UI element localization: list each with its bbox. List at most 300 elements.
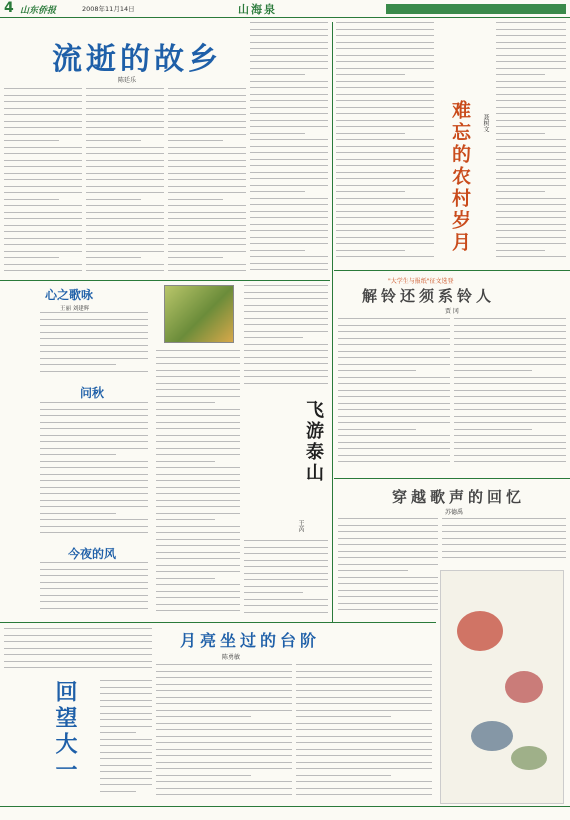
text-line — [156, 781, 292, 782]
article-body — [336, 22, 434, 267]
text-line — [244, 331, 328, 332]
text-line — [250, 165, 328, 166]
text-line — [244, 305, 328, 306]
text-line — [336, 29, 434, 30]
text-line — [4, 251, 82, 252]
text-line — [156, 383, 240, 384]
text-line — [496, 87, 566, 88]
text-line — [250, 22, 328, 23]
text-line — [40, 345, 148, 346]
text-line — [496, 22, 566, 23]
footer — [0, 806, 570, 820]
article-body — [168, 88, 246, 278]
text-line — [156, 519, 215, 520]
text-line — [86, 199, 141, 200]
text-line — [244, 586, 328, 587]
text-line — [250, 243, 328, 244]
text-line — [244, 612, 328, 613]
text-line — [336, 165, 434, 166]
text-line — [100, 719, 152, 720]
text-line — [4, 127, 82, 128]
text-line — [156, 768, 292, 769]
text-line — [156, 604, 240, 605]
text-line — [496, 68, 566, 69]
text-line — [250, 74, 305, 75]
text-line — [168, 114, 246, 115]
text-line — [336, 139, 434, 140]
text-line — [168, 205, 246, 206]
text-line — [244, 350, 328, 351]
text-line — [496, 211, 566, 212]
article-body — [454, 318, 566, 473]
text-line — [496, 178, 566, 179]
masthead-bar — [386, 4, 566, 14]
text-line — [454, 331, 566, 332]
text-line — [296, 729, 432, 730]
text-line — [454, 338, 566, 339]
text-line — [338, 518, 438, 519]
text-line — [338, 396, 450, 397]
text-line — [496, 61, 566, 62]
text-line — [454, 403, 566, 404]
text-line — [4, 641, 152, 642]
text-line — [156, 597, 240, 598]
text-line — [336, 22, 434, 23]
divider — [332, 22, 333, 622]
text-line — [86, 173, 164, 174]
text-line — [442, 551, 566, 552]
text-line — [250, 159, 328, 160]
text-line — [86, 238, 164, 239]
huijian-title: 回望大一 — [52, 680, 78, 784]
text-line — [156, 610, 240, 611]
text-line — [4, 654, 152, 655]
text-line — [496, 191, 545, 192]
text-line — [40, 358, 148, 359]
article-body — [4, 88, 82, 278]
text-line — [156, 474, 240, 475]
text-line — [250, 269, 328, 270]
text-line — [296, 671, 432, 672]
text-line — [40, 409, 148, 410]
moon-title: 月亮坐过的台阶 — [180, 631, 321, 650]
page-number: 4 — [4, 0, 14, 16]
text-line — [496, 165, 566, 166]
text-line — [156, 506, 240, 507]
text-line — [336, 107, 434, 108]
ink-mark — [511, 746, 547, 770]
article-body — [496, 22, 566, 267]
text-line — [40, 461, 148, 462]
text-line — [454, 455, 566, 456]
text-line — [336, 113, 434, 114]
text-line — [4, 121, 82, 122]
text-line — [4, 108, 82, 109]
text-line — [100, 713, 152, 714]
text-line — [338, 364, 450, 365]
text-line — [40, 312, 148, 313]
text-line — [40, 601, 148, 602]
poem-body — [40, 562, 148, 620]
text-line — [156, 552, 240, 553]
text-line — [496, 42, 566, 43]
text-line — [250, 61, 328, 62]
text-line — [454, 318, 566, 319]
text-line — [168, 225, 246, 226]
text-line — [244, 311, 328, 312]
poem-author: 王丽 刘建辉 — [60, 306, 90, 312]
text-line — [338, 603, 438, 604]
text-line — [454, 422, 566, 423]
text-line — [40, 506, 148, 507]
text-line — [156, 454, 240, 455]
text-line — [336, 243, 434, 244]
text-line — [296, 788, 432, 789]
text-line — [86, 251, 164, 252]
text-line — [156, 578, 215, 579]
text-line — [100, 726, 152, 727]
text-line — [168, 257, 223, 258]
text-line — [86, 225, 164, 226]
text-line — [244, 357, 328, 358]
text-line — [156, 723, 292, 724]
text-line — [442, 531, 566, 532]
text-line — [338, 338, 450, 339]
text-line — [250, 139, 328, 140]
text-line — [454, 390, 566, 391]
text-line — [496, 107, 566, 108]
text-line — [156, 762, 292, 763]
text-line — [40, 364, 116, 365]
text-line — [4, 667, 152, 668]
text-line — [156, 441, 240, 442]
text-line — [442, 557, 566, 558]
text-line — [296, 690, 432, 691]
text-line — [454, 435, 566, 436]
text-line — [454, 325, 566, 326]
text-line — [496, 94, 566, 95]
text-line — [496, 204, 566, 205]
text-line — [250, 100, 328, 101]
text-line — [336, 42, 434, 43]
text-line — [244, 376, 328, 377]
text-line — [496, 224, 566, 225]
text-line — [454, 370, 532, 371]
ink-mark — [471, 721, 513, 751]
text-line — [250, 217, 328, 218]
text-line — [454, 429, 532, 430]
text-line — [156, 729, 292, 730]
text-line — [86, 231, 164, 232]
section-title: 山海泉 — [238, 3, 277, 16]
text-line — [454, 351, 566, 352]
article-body — [244, 285, 328, 395]
announcer-title: 解铃还须系铃人 — [362, 287, 496, 305]
text-line — [168, 212, 246, 213]
taishan-title: 飞游泰山 — [303, 400, 324, 484]
text-line — [338, 435, 450, 436]
text-line — [86, 127, 164, 128]
text-line — [168, 88, 246, 89]
text-line — [336, 68, 434, 69]
text-line — [442, 544, 566, 545]
text-line — [40, 454, 116, 455]
text-line — [336, 126, 434, 127]
text-line — [244, 285, 328, 286]
text-line — [4, 270, 82, 271]
article-body — [156, 664, 292, 802]
text-line — [100, 693, 152, 694]
text-line — [156, 690, 292, 691]
text-line — [40, 493, 148, 494]
text-line — [338, 455, 450, 456]
text-line — [336, 61, 434, 62]
text-line — [86, 114, 164, 115]
text-line — [338, 403, 450, 404]
text-line — [496, 29, 566, 30]
poem-title: 今夜的风 — [68, 547, 117, 561]
text-line — [250, 204, 328, 205]
text-line — [40, 441, 148, 442]
text-line — [244, 298, 328, 299]
text-line — [156, 448, 240, 449]
text-line — [296, 697, 432, 698]
text-line — [86, 244, 164, 245]
text-line — [86, 270, 164, 271]
text-line — [454, 461, 566, 462]
text-line — [336, 87, 434, 88]
article-body — [442, 518, 566, 566]
text-line — [156, 389, 240, 390]
text-line — [338, 564, 438, 565]
text-line — [336, 94, 434, 95]
paper-name: 山东侨报 — [20, 6, 57, 16]
text-line — [244, 324, 328, 325]
text-line — [156, 710, 292, 711]
text-line — [40, 575, 148, 576]
text-line — [40, 319, 148, 320]
text-line — [40, 562, 148, 563]
text-line — [250, 126, 328, 127]
text-line — [168, 166, 246, 167]
text-line — [338, 383, 450, 384]
text-line — [4, 179, 82, 180]
text-line — [250, 29, 328, 30]
text-line — [86, 264, 164, 265]
text-line — [250, 146, 328, 147]
text-line — [296, 716, 391, 717]
text-line — [296, 664, 432, 665]
text-line — [86, 212, 164, 213]
text-line — [40, 513, 116, 514]
text-line — [296, 762, 432, 763]
text-line — [40, 526, 148, 527]
text-line — [336, 133, 405, 134]
text-line — [168, 244, 246, 245]
text-line — [100, 778, 152, 779]
text-line — [338, 525, 438, 526]
text-line — [40, 351, 148, 352]
text-line — [296, 775, 391, 776]
text-line — [338, 318, 450, 319]
text-line — [4, 88, 82, 89]
text-line — [40, 422, 148, 423]
text-line — [336, 146, 434, 147]
text-line — [296, 736, 432, 737]
text-line — [40, 467, 148, 468]
text-line — [86, 205, 164, 206]
text-line — [250, 256, 328, 257]
text-line — [100, 680, 152, 681]
text-line — [40, 480, 148, 481]
text-line — [454, 377, 566, 378]
poem-title: 心之歌咏 — [45, 288, 94, 302]
text-line — [496, 48, 566, 49]
text-line — [496, 100, 566, 101]
text-line — [156, 788, 292, 789]
text-line — [338, 577, 438, 578]
text-line — [168, 218, 246, 219]
memory-title: 穿越歌声的回忆 — [392, 488, 526, 506]
text-line — [296, 703, 432, 704]
text-line — [4, 257, 59, 258]
poem-body — [40, 402, 148, 540]
text-line — [100, 791, 136, 792]
text-line — [156, 749, 292, 750]
text-line — [156, 664, 292, 665]
text-line — [156, 487, 240, 488]
text-line — [338, 551, 438, 552]
text-line — [156, 513, 240, 514]
text-line — [336, 35, 434, 36]
text-line — [86, 147, 164, 148]
text-line — [4, 225, 82, 226]
text-line — [4, 101, 82, 102]
text-line — [156, 736, 292, 737]
text-line — [244, 579, 328, 580]
article-body — [86, 88, 164, 278]
text-line — [496, 55, 566, 56]
text-line — [168, 127, 246, 128]
text-line — [156, 428, 240, 429]
text-line — [336, 100, 434, 101]
text-line — [496, 217, 566, 218]
text-line — [168, 173, 246, 174]
text-line — [156, 376, 240, 377]
text-line — [250, 152, 328, 153]
text-line — [454, 364, 566, 365]
text-line — [156, 755, 292, 756]
text-line — [336, 237, 434, 238]
text-line — [250, 211, 328, 212]
text-line — [4, 635, 152, 636]
text-line — [168, 121, 246, 122]
text-line — [250, 185, 328, 186]
text-line — [4, 173, 82, 174]
text-line — [496, 172, 566, 173]
text-line — [156, 467, 240, 468]
text-line — [168, 192, 246, 193]
text-line — [156, 422, 240, 423]
text-line — [100, 732, 136, 733]
text-line — [156, 415, 240, 416]
text-line — [336, 250, 405, 251]
text-line — [156, 461, 215, 462]
text-line — [496, 139, 566, 140]
text-line — [156, 716, 251, 717]
text-line — [336, 211, 434, 212]
text-line — [4, 244, 82, 245]
text-line — [100, 745, 152, 746]
text-line — [250, 87, 328, 88]
text-line — [336, 48, 434, 49]
text-line — [86, 166, 164, 167]
text-line — [4, 238, 82, 239]
text-line — [40, 371, 148, 372]
text-line — [336, 81, 434, 82]
article-body — [244, 540, 328, 618]
text-line — [250, 224, 328, 225]
text-line — [86, 134, 164, 135]
article-body — [100, 680, 152, 802]
text-line — [40, 519, 148, 520]
text-line — [244, 560, 328, 561]
text-line — [336, 55, 434, 56]
text-line — [244, 592, 303, 593]
text-line — [100, 706, 152, 707]
text-line — [156, 363, 240, 364]
text-line — [454, 357, 566, 358]
text-line — [4, 192, 82, 193]
text-line — [4, 186, 82, 187]
text-line — [40, 402, 148, 403]
text-line — [4, 205, 82, 206]
text-line — [40, 332, 148, 333]
text-line — [40, 435, 148, 436]
text-line — [168, 179, 246, 180]
text-line — [454, 409, 566, 410]
text-line — [244, 370, 328, 371]
text-line — [338, 325, 450, 326]
memory-author: 苏德禹 — [445, 509, 464, 516]
text-line — [250, 35, 328, 36]
text-line — [338, 590, 438, 591]
text-line — [336, 224, 434, 225]
text-line — [250, 81, 328, 82]
text-line — [244, 566, 328, 567]
text-line — [244, 318, 328, 319]
text-line — [86, 186, 164, 187]
text-line — [338, 422, 450, 423]
text-line — [496, 243, 566, 244]
text-line — [156, 742, 292, 743]
text-line — [338, 429, 416, 430]
divider — [334, 270, 570, 271]
text-line — [336, 172, 434, 173]
text-line — [168, 134, 246, 135]
text-line — [4, 648, 152, 649]
text-line — [156, 539, 240, 540]
text-line — [168, 95, 246, 96]
text-line — [4, 628, 152, 629]
text-line — [4, 199, 59, 200]
text-line — [156, 565, 240, 566]
text-line — [168, 108, 246, 109]
poem-title: 问秋 — [80, 386, 105, 400]
text-line — [250, 263, 328, 264]
text-line — [250, 191, 305, 192]
text-line — [40, 500, 148, 501]
